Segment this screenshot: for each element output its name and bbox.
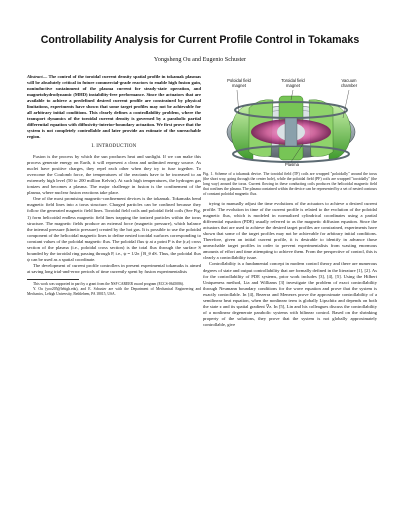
vacuum-chamber-label: Vacuum chamber [340, 78, 358, 88]
section-heading: I. INTRODUCTION [91, 144, 137, 150]
paragraph: Controllability is a fundamental concept in modern control theory and there are numerous degrees of state and output controllability that are formally defined in the literature [1], [2]. As for the controllability of PDE systems, prior work includes [3], [4], [5]. Using the Hilbert Uniqueness method, Lia and Williams [3] investigate the problem of exact controllability through Neumann boundary conditions for the wave equation and prove that the system is exactly controllable. In [4], Bezerra and Menezes prove the approximate controllability of a semilinear heat equation, when the nonlinear term is globally Lipschitz and depends on both the state z and its spatial gradient ∇z. In [5], Lin and his colleagues discuss the controllability of a nonlinear degenerate parabolic systems with bilinear control. Based on the shrinking property of the solutions, they prove that the system is not globally approximately controllable, give [203, 261, 377, 328]
abstract-body: — The control of the toroidal current density spatial profile in tokamak plasmas will be absolutely critical in future commercial-grade reactors to enable high fusion gain, noninductive sustainment of the plasma current for steady-state operation, and magnetohydrodynamic (MHD) instability-free performance. Since the actuators that are available to achieve a predefined desired current profile are constrained by physical limitations, experiments have shown that some target profiles may not be achievable for all arbitrary initial conditions. This clearly defines a controllability problem, where the transport dynamics of the toroidal current density is governed by a parabolic partial differential equation with diffusivity-interior-boundary actuation. We first prove that the system is not completely controllable and later provide an estimate of the unreachable region. [27, 74, 201, 139]
left-column [27, 74, 201, 297]
plasma-label: Plasma [285, 162, 299, 167]
figure-caption: Fig. 1. Scheme of a tokamak device. The toroidal field (TF) coils are wrapped "poloidally" around the torus (the short way, going through the center hole), while the poloidal field (PF) coils are wrapped "toroidally" (the long way) around the torus. Current flowing in these conducting coils produces the helicoidal magnetic field that confines the plasma. The plasma contained within the device can be represented by a set of nested contours of constant poloidal magnetic flux. [203, 172, 377, 196]
paragraph: The development of current profile controllers in present experimental tokamaks is aimed at saving long trial-and-error periods of time currently spent by fusion experimentalists [27, 263, 201, 275]
paper-title: Controllability Analysis for Current Profile Control in Tokamaks [40, 34, 360, 46]
abstract [27, 74, 201, 139]
tokamak-illustration [203, 74, 377, 170]
poloidal-magnet-label: Poloidal field magnet [227, 78, 251, 88]
footnote: Y. Ou (yoo205@lehigh.edu), and E. Schuster are with the Department of Mechanical Engineering and Mechanics, Lehigh University, Bethlehem, PA 18015, USA. [27, 287, 201, 296]
right-column [203, 74, 377, 329]
paragraph: Fusion is the process by which the sun produces heat and sunlight. If we can make this process generate energy on Earth, it will represent a clean and unlimited energy source. As nuclei have positive charges, they repel each other when they try to fuse together. To overcome the Coulomb force, the temperatures of the reactants have to be increased to an extremely high level (50 to 200 million Kelvin). At such high temperatures, the hydrogen gas ionizes and becomes a plasma. The major challenge in fusion is the confinement of the plasma, where nuclear fusion reactions take place. [27, 153, 201, 196]
paragraph: One of the most promising magnetic-confinement devices is the tokamak. Tokamaks bend magnetic field lines into a torus structure. Charged particles can be confined because they follow the generated magnetic field lines. Toroidal field coils and poloidal field coils (See Fig. 1) form helicoidal endless magnetic field lines trapping the ionized particles within the torus structure. The magnetic fields produce an external force (magnetic pressure), which balance the internal pressure (kinetic pressure) created by the hot gas. It is possible to use the poloidal component of the helicoidal magnetic lines to define nested toroidal surfaces corresponding to constant values of the poloidal magnetic flux. The poloidal flux ψ at a point P is the (r,z) cross section of the plasma (i.e., poloidal cross section) is the total flux through the surface S bounded by the toroidal ring passing through P, i.e., ψ = 1/2π ∫ B_θ dS. Thus, the poloidal flux ψ can be used as a spatial coordinate. [27, 196, 201, 263]
paper-authors: Yongsheng Ou and Eugenio Schuster [153, 56, 247, 63]
paragraph: trying to manually adjust the time evolutions of the actuators to achieve a desired current profile. The evolution in time of the current profile is related to the evolution of the poloidal magnetic flux, which is modeled in normalized cylindrical coordinates using a partial differential equation (PDE) usually referred to as the magnetic diffusion equation. Since the actuators that are used to achieve the desired target profiles are constrained, experiments have shown that some of the target profiles may not be achievable for arbitrary initial conditions. Therefore, given an initial current profile, it is desirable to identify in advance those unreachable target profiles in order to prevent experimentalists from wasting enormous amounts of effort and time attempting to achieve them. From the perspective of control, this is clearly a controllability issue. [203, 200, 377, 261]
footnote: This work was supported in part by a grant from the NSF CAREER award program (ECCS-0645086). [33, 282, 184, 287]
abstract-lead: Abstract [27, 74, 43, 79]
tokamak-figure [203, 74, 377, 170]
footnote-divider [27, 279, 79, 280]
toroidal-magnet-label: Toroidal field magnet [281, 78, 305, 88]
